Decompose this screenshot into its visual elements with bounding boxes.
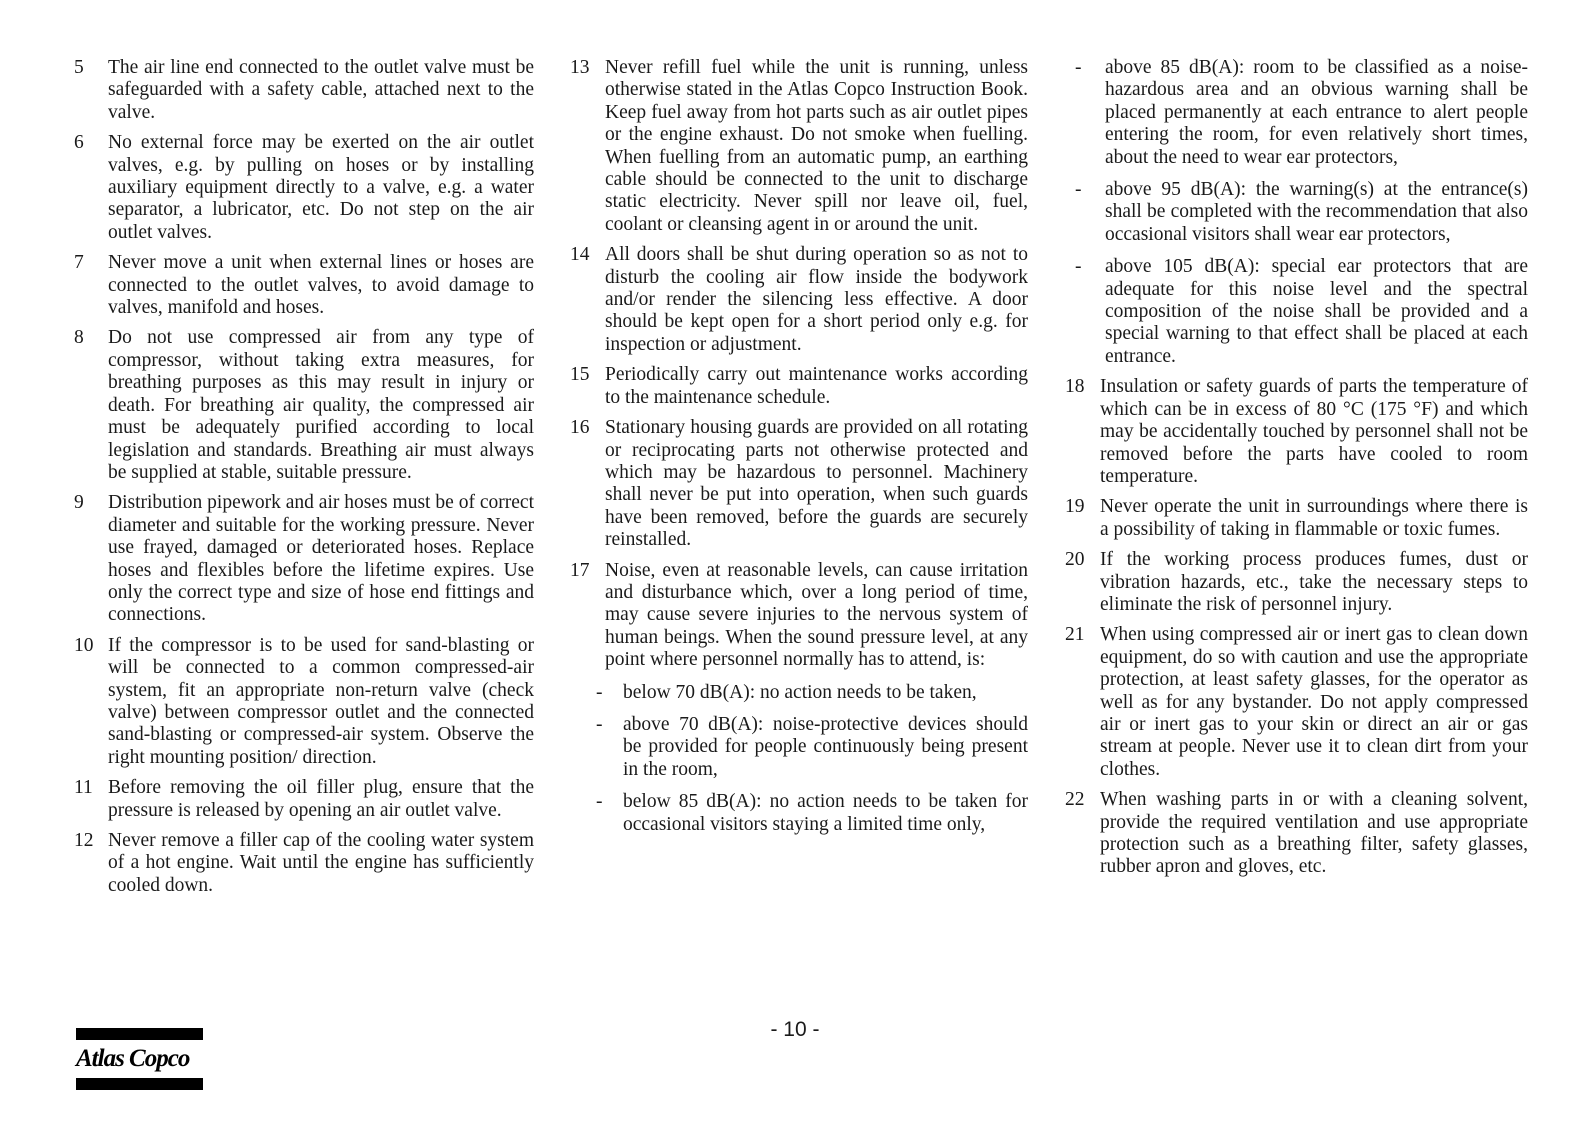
item-text: Never refill fuel while the unit is running, unless otherwise stated in the Atlas Copco Instruction Book. Keep fuel away from hot parts such as air outlet pipes or the engine exhaust. Do not smoke when fuelling. When fuelling from an automatic pump, an earthing cable should be connected to the unit to discharge static electricity. Never spill nor leave oil, fuel, coolant or cleansing agent in or around the unit.: [605, 57, 1028, 235]
item-number: 21: [1065, 624, 1085, 646]
item-text: The air line end connected to the outlet valve must be safeguarded with a safety cable, attached next to the valve.: [108, 57, 534, 123]
list-item: [1065, 789, 1528, 879]
dash-bullet: -: [1075, 179, 1082, 201]
list-item: [570, 244, 1028, 356]
list-item: [570, 364, 1028, 409]
column-3-list: [1065, 376, 1528, 879]
list-item: [74, 492, 534, 626]
item-text: Before removing the oil filler plug, ensure that the pressure is released by opening an air outlet valve.: [108, 777, 534, 821]
item-text: Stationary housing guards are provided on all rotating or reciprocating parts not otherwise protected and which may be hazardous to personnel. Machinery shall never be put into operation, when such guards have been removed, before the guards are securely reinstalled.: [605, 417, 1028, 551]
item-text: No external force may be exerted on the air outlet valves, e.g. by pulling on hoses or by installing auxiliary equipment directly to a valve, e.g. a water separator, a lubricator, etc. Do not step on the air outlet valves.: [108, 132, 534, 243]
item-number: 19: [1065, 496, 1085, 518]
sub-item-text: above 95 dB(A): the warning(s) at the entrance(s) shall be completed with the recommendation that also occasional visitors shall wear ear protectors,: [1105, 179, 1528, 245]
item-text: If the working process produces fumes, dust or vibration hazards, etc., take the necessary steps to eliminate the risk of personnel injury.: [1100, 549, 1528, 615]
item-text: Distribution pipework and air hoses must be of correct diameter and suitable for the working pressure. Never use frayed, damaged or deteriorated hoses. Replace hoses and flexibles before the lifetime expires. Use only the correct type and size of hose end fittings and connections.: [108, 492, 534, 626]
sub-item-text: above 85 dB(A): room to be classified as a noise-hazardous area and an obvious warning shall be placed permanently at each entrance to alert people entering the room, for even relatively short times, about the need to wear ear protectors,: [1105, 57, 1528, 168]
noise-level-list-continued: [1075, 57, 1528, 368]
list-item: [74, 635, 534, 769]
item-text: Never operate the unit in surroundings where there is a possibility of taking in flammable or toxic fumes.: [1100, 496, 1528, 540]
item-text: Never remove a filler cap of the cooling water system of a hot engine. Wait until the engine has sufficiently cooled down.: [108, 830, 534, 896]
item-number: 11: [74, 777, 93, 799]
sub-list-item: [1075, 57, 1528, 169]
sub-list-item: [596, 682, 1028, 704]
page-number: - 10 -: [770, 1018, 820, 1041]
item-text: Insulation or safety guards of parts the temperature of which can be in excess of 80 °C (175 °F) and which may be accidentally touched by personnel shall not be removed before the parts have cooled to room temperature.: [1100, 376, 1528, 487]
sub-item-text: below 70 dB(A): no action needs to be taken,: [623, 681, 977, 703]
dash-bullet: -: [596, 713, 603, 735]
dash-bullet: -: [596, 791, 603, 813]
item-number: 17: [570, 559, 590, 581]
list-item: [74, 252, 534, 319]
item-text: If the compressor is to be used for sand-blasting or will be connected to a common compressed-air system, fit an appropriate non-return valve (check valve) between compressor outlet and the connected sand-blasting or compressed-air system. Observe the right mounting position/ direction.: [108, 634, 534, 768]
item-number: 6: [74, 132, 84, 154]
noise-level-list: [596, 682, 1028, 836]
column-2: [570, 57, 1028, 836]
item-number: 8: [74, 327, 84, 349]
list-item: [74, 132, 534, 244]
item-number: 22: [1065, 789, 1085, 811]
list-item: [74, 777, 534, 822]
item-text: All doors shall be shut during operation so as not to disturb the cooling air flow inside the bodywork and/or render the silencing less effective. A door should be kept open for a short period only e.g. for inspection or adjustment.: [605, 244, 1028, 355]
logo-bar-top: [76, 1028, 203, 1040]
sub-list-item: [1075, 179, 1528, 246]
sub-list-item: [596, 714, 1028, 781]
sub-list-item: [596, 791, 1028, 836]
logo-bar-bottom: [76, 1078, 203, 1090]
sub-list-item: [1075, 256, 1528, 368]
item-number: 10: [74, 634, 94, 656]
item-number: 15: [570, 364, 590, 386]
item-number: 9: [74, 492, 84, 514]
item-text: Noise, even at reasonable levels, can cause irritation and disturbance which, over a long period of time, may cause severe injuries to the nervous system of human beings. When the sound pressure level, at any point where personnel normally has to attend, is:: [605, 559, 1028, 671]
logo-text: Atlas Copco: [76, 1045, 190, 1072]
item-text: When using compressed air or inert gas to clean down equipment, do so with caution and use the appropriate protection, at least safety glasses, for the operator as well as for any bystander. Do not apply compressed air or inert gas to your skin or direct an air or gas stream at people. Never use it to clean dirt from your clothes.: [1100, 624, 1528, 780]
item-number: 16: [570, 417, 590, 439]
item-text: Periodically carry out maintenance works according to the maintenance schedule.: [605, 364, 1028, 408]
column-3: [1065, 57, 1528, 887]
list-item: [74, 57, 534, 124]
item-text: When washing parts in or with a cleaning solvent, provide the required ventilation and use appropriate protection such as a breathing filter, safety glasses, rubber apron and gloves, etc.: [1100, 789, 1528, 878]
list-item: [74, 830, 534, 897]
item-text: Never move a unit when external lines or hoses are connected to the outlet valves, to avoid damage to valves, manifold and hoses.: [108, 252, 534, 319]
sub-item-text: below 85 dB(A): no action needs to be taken for occasional visitors staying a limited time only,: [623, 791, 1028, 835]
list-item: [570, 57, 1028, 236]
atlas-copco-logo: [76, 1028, 203, 1072]
column-1: [74, 57, 534, 905]
item-text: Do not use compressed air from any type of compressor, without taking extra measures, for breathing purposes as this may result in injury or death. For breathing air quality, the compressed air must be adequately purified according to local legislation and standards. Breathing air must always be supplied at stable, suitable pressure.: [108, 327, 534, 483]
item-number: 13: [570, 57, 590, 78]
dash-bullet: -: [1075, 256, 1082, 278]
dash-bullet: -: [596, 681, 603, 703]
list-item: [1065, 549, 1528, 616]
list-item: [1065, 624, 1528, 781]
list-item: [570, 560, 1028, 672]
dash-bullet: -: [1075, 57, 1082, 78]
sub-item-text: above 70 dB(A): noise-protective devices should be provided for people continuously being present in the room,: [623, 713, 1028, 780]
list-item: [1065, 496, 1528, 541]
list-item: [74, 327, 534, 484]
list-item: [570, 417, 1028, 551]
sub-item-text: above 105 dB(A): special ear protectors that are adequate for this noise level and the spectral composition of the noise shall be provided and a special warning to that effect shall be placed at each entrance.: [1105, 256, 1528, 367]
item-number: 18: [1065, 376, 1085, 398]
item-number: 20: [1065, 549, 1085, 571]
item-number: 12: [74, 830, 94, 851]
item-number: 14: [570, 244, 590, 266]
item-number: 5: [74, 57, 84, 78]
list-item: [1065, 376, 1528, 488]
item-number: 7: [74, 252, 84, 274]
